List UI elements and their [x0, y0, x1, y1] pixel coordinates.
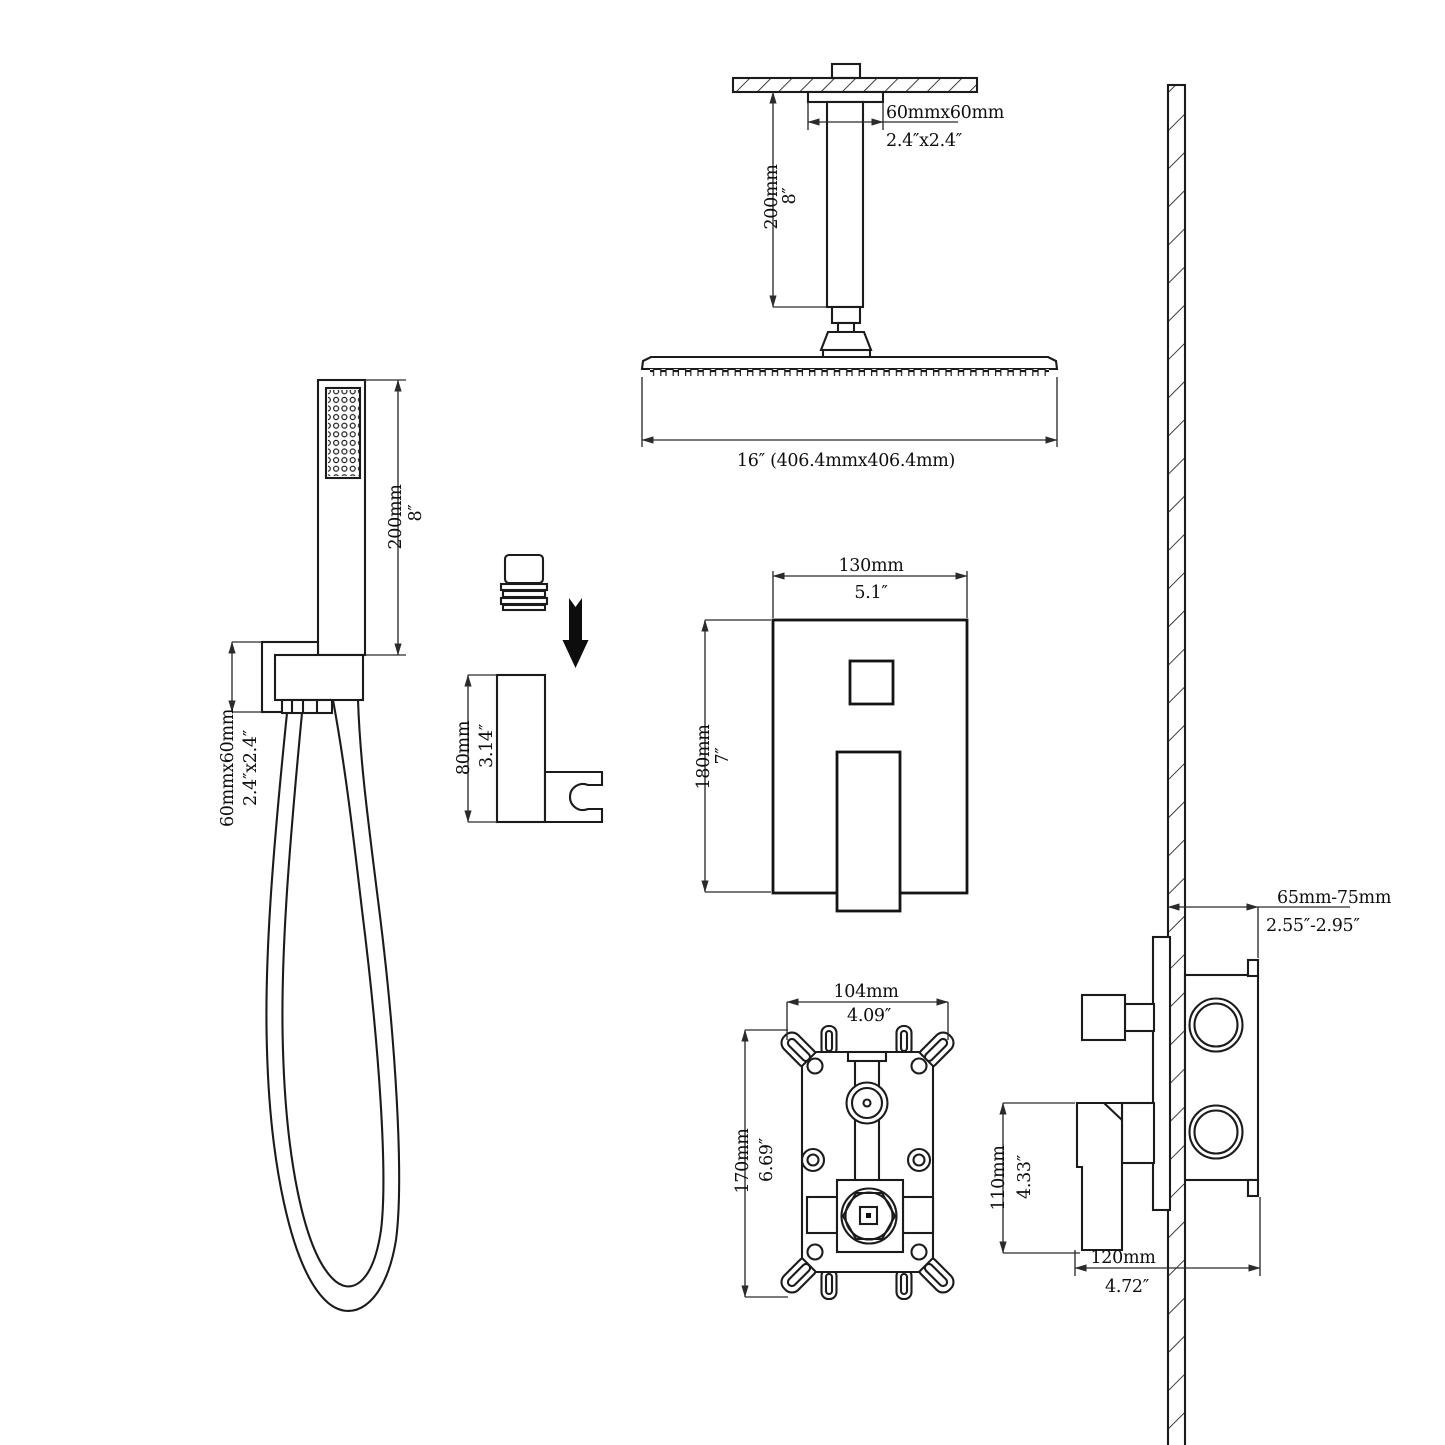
dim-holder-height-in: 3.14″: [477, 723, 497, 769]
dim-ceiling-arm-size-mm: 60mmx60mm: [886, 103, 1005, 123]
dim-hand-shower-length-mm: 200mm: [386, 484, 406, 550]
rough-in-valve-front: [733, 982, 957, 1299]
valve-handle-side: [1077, 1103, 1122, 1250]
ceiling-section: [733, 78, 977, 92]
dim-handle-height-mm: 110mm: [989, 1145, 1009, 1211]
hand-shower-holder: [497, 675, 545, 822]
dim-valve-height-mm: 170mm: [733, 1128, 753, 1194]
hose-connector-block: [275, 655, 363, 700]
dim-trim-width-in: 5.1″: [854, 583, 888, 603]
ball-joint: [821, 332, 871, 350]
ceiling-flange: [808, 92, 883, 102]
ceiling-shower-assembly: [642, 64, 1057, 471]
dim-head-size: 16″ (406.4mmx406.4mm): [736, 451, 956, 471]
dim-bottom-depth-in: 4.72″: [1104, 1277, 1150, 1297]
holder-clip: [545, 772, 602, 822]
dim-hand-outlet-in: 2.4″x2.4″: [241, 730, 261, 806]
dim-trim-height-in: 7″: [713, 747, 733, 765]
install-arrow-icon: [563, 598, 589, 668]
shower-arm: [827, 102, 863, 307]
holder-assembly: [454, 555, 602, 822]
shower-hose-inner: [282, 700, 383, 1286]
shower-head-nozzles: [650, 369, 1049, 376]
dim-bottom-depth-mm: 120mm: [1090, 1248, 1156, 1268]
trim-plate-front: [694, 556, 967, 911]
dim-depth-mm: 65mm-75mm: [1277, 888, 1392, 908]
dim-trim-width-mm: 130mm: [838, 556, 904, 576]
dim-ceiling-arm-length-in: 8″: [780, 187, 800, 205]
side-port-right: [903, 1197, 933, 1233]
hose-nipple-cap: [505, 555, 543, 583]
trim-plate-side: [1153, 937, 1170, 1210]
ceiling-stub: [832, 64, 860, 78]
dim-depth-in: 2.55″-2.95″: [1266, 916, 1360, 936]
dim-hand-outlet-mm: 60mmx60mm: [218, 708, 238, 828]
rain-shower-head: [642, 357, 1057, 369]
diverter-button: [850, 661, 893, 704]
wall-section: [1168, 85, 1185, 1445]
dim-handle-height-in: 4.33″: [1015, 1154, 1035, 1200]
dim-trim-height-mm: 180mm: [694, 724, 714, 790]
side-view-assembly: [989, 85, 1392, 1445]
dim-valve-height-in: 6.69″: [757, 1137, 777, 1183]
diverter-knob-side: [1082, 995, 1125, 1040]
dim-valve-width-in: 4.09″: [846, 1006, 892, 1026]
dim-holder-height-mm: 80mm: [454, 720, 474, 776]
dim-ceiling-arm-length-mm: 200mm: [762, 164, 782, 230]
shower-hose-outer: [266, 700, 399, 1311]
dim-ceiling-arm-size-in: 2.4″x2.4″: [886, 131, 962, 151]
dim-hand-shower-length-in: 8″: [406, 504, 426, 522]
side-port-left: [807, 1197, 837, 1233]
hand-shower-assembly: [218, 380, 426, 1311]
valve-handle: [837, 752, 900, 911]
port-circle-top: [1190, 999, 1243, 1052]
port-circle-bottom: [1190, 1106, 1243, 1159]
dim-valve-width-mm: 104mm: [833, 982, 899, 1002]
